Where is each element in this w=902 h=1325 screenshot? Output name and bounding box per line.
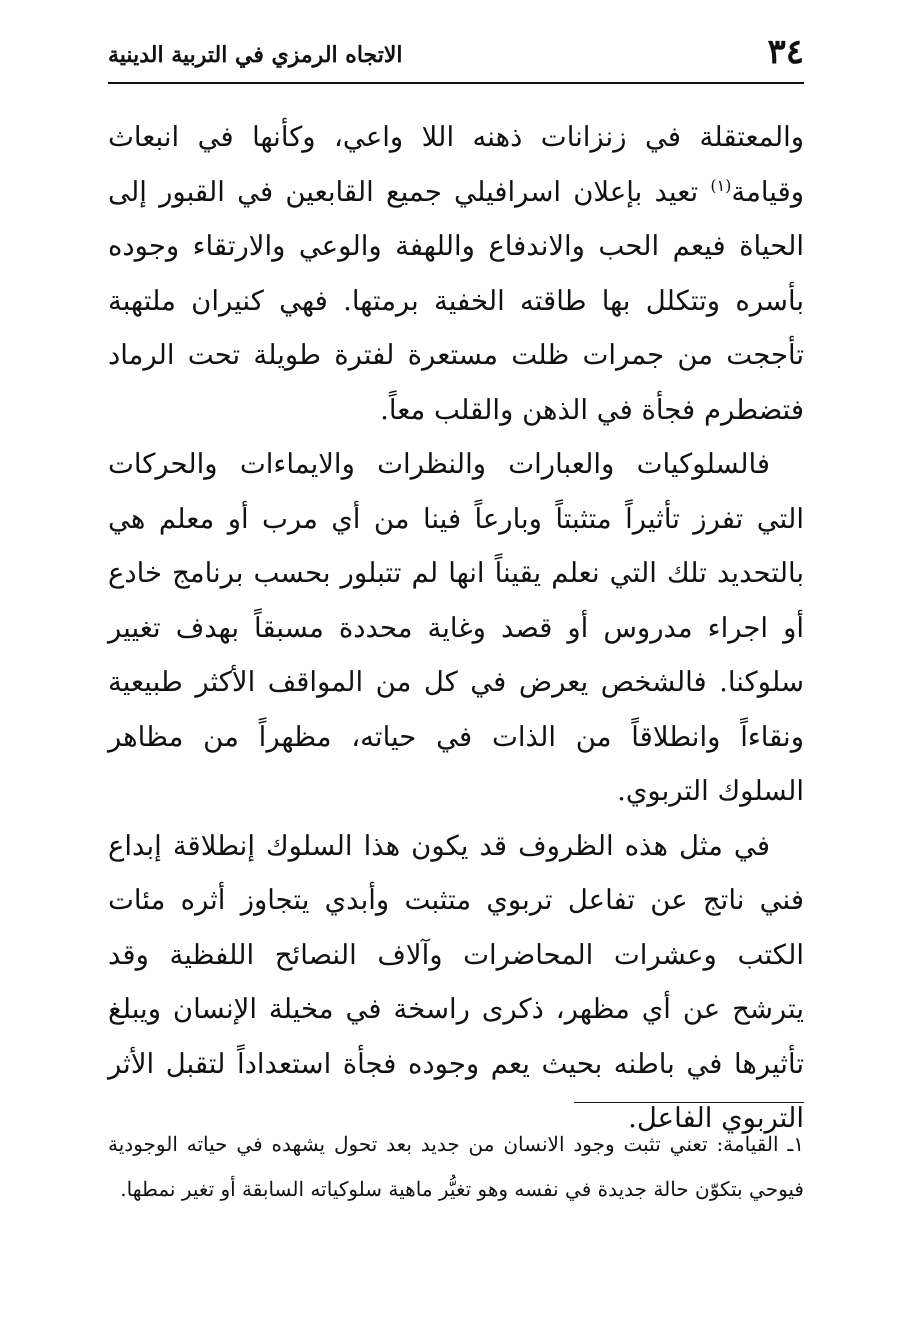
paragraph-2: فالسلوكيات والعبارات والنظرات والايماءات والحركات التي تفرز تأثيراً متثبتاً وبارعاً فينا من أي مرب أو معلم هي بالتحديد تلك التي نعلم يقيناً انها لم تتبلور بحسب برنامج خادع أو اجراء مدروس أو قصد وغاية محددة مسبقاً بهدف تغيير سلوكنا. فالشخص يعرض في كل من المواقف الأكثر طبيعية ونقاءاً وانطلاقاً من الذات في حياته، مظهراً من مظاهر السلوك التربوي. [108,448,804,807]
page-header [108,30,804,84]
footnote-separator [574,1102,804,1103]
footnote-reference[interactable]: (١) [710,175,732,195]
paragraph-3: في مثل هذه الظروف قد يكون هذا السلوك إنطلاقة إبداع فني ناتج عن تفاعل تربوي متثبت وأبدي يتجاوز أثره مئات الكتب وعشرات المحاضرات وآلاف النصائح اللفظية وقد يترشح عن أي مظهر، ذكرى راسخة في مخيلة الإنسان ويبلغ تأثيرها في باطنه بحيث يعم وجوده فجأة استعداداً لتقبل الأثر التربوي الفاعل. [108,829,804,1134]
paragraph-1-continuation: تعيد بإعلان اسرافيلي جميع القابعين في القبور إلى الحياة فيعم الحب والاندفاع واللهفة والوعي والارتقاء وجوده بأسره وتتكلل بها طاقته الخفية برمتها. فهي كنيران ملتهبة تأججت من جمرات ظلت مستعرة لفترة طويلة تحت الرماد فتضطرم فجأة في الذهن والقلب معاً. [108,175,804,426]
paragraph-1-text: والمعتقلة في زنزانات ذهنه اللا واعي، وكأنها في انبعاث وقيامة [108,121,804,208]
running-title: الاتجاه الرمزي في التربية الدينية [108,42,403,68]
main-text [108,110,804,1146]
footnotes [108,1122,804,1212]
paragraph-1 [108,110,804,437]
page-number: ٣٤ [767,32,804,72]
footnote-1: ١ـ القيامة: تعني تثبت وجود الانسان من جديد بعد تحول يشهده في حياته الوجودية فيوحي بتكوّن حالة جديدة في نفسه وهو تغيُّر ماهية سلوكياته السابقة أو تغير نمطها. [108,1132,804,1201]
